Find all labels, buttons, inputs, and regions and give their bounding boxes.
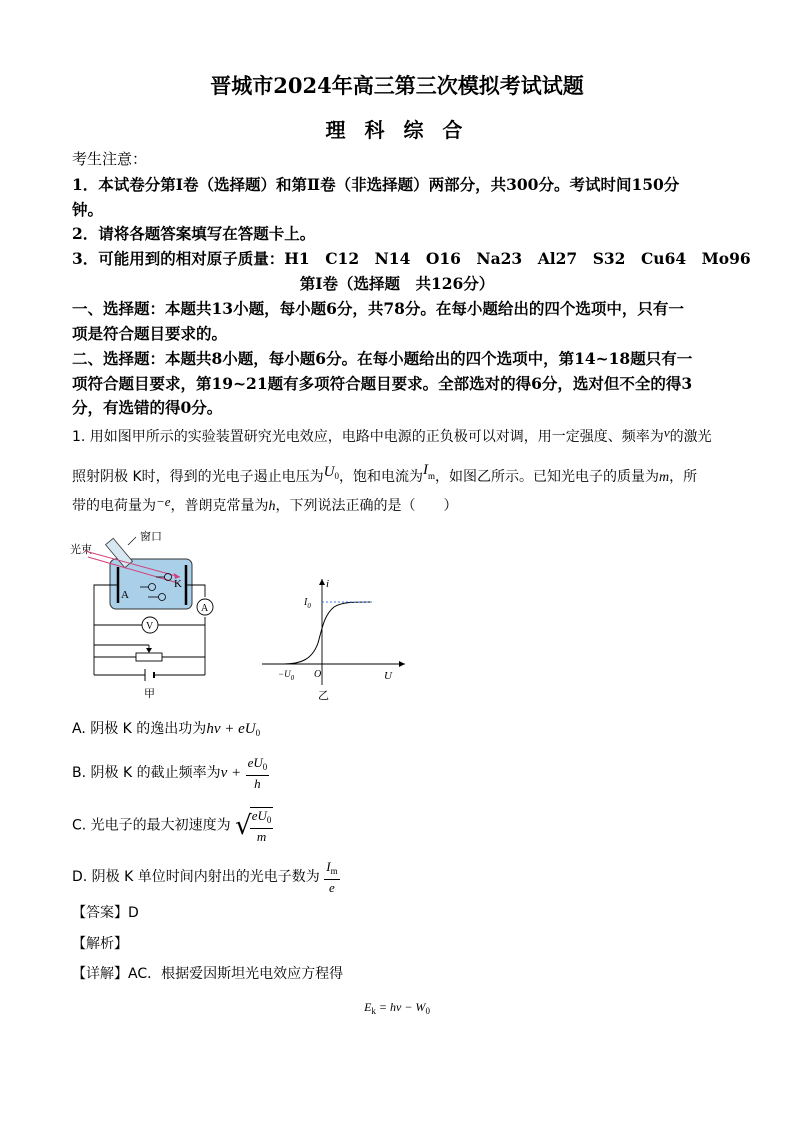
iv-curve xyxy=(284,602,372,664)
i0-label: $I_0$ xyxy=(304,597,311,610)
part2-line2: 项符合题目要求，第19~21题有多项符合题目要求。全部选对的得6分，选对但不全的得3 xyxy=(72,374,693,393)
question-line-1: 1. 用如图甲所示的实验装置研究光电效应，电路中电源的正负极可以对调，用一定强度、频率为ν的激光 xyxy=(72,425,712,445)
option-b-fraction: $\frac{eU_0}{h}$ xyxy=(247,755,268,791)
question-line-2: 照射阴极 K时，得到的光电子遏止电压为$U^0$，饱和电流为$I^m$，如图乙所示。已知光电子的质量为m，所 xyxy=(72,462,698,485)
question-line-3: 带的电荷量为−e，普朗克常量为h，下列说法正确的是（ ） xyxy=(72,494,458,514)
option-c[interactable]: C. 光电子的最大初速度为 √ $\frac{eU_0}{m}$ xyxy=(72,808,272,844)
figure-yi-graph xyxy=(260,575,410,705)
part2-line3: 分，有选错的得0分。 xyxy=(72,398,223,417)
figure-jia-circuit xyxy=(70,525,230,700)
notice-item-3: 3．可能用到的相对原子质量：H1 C12 N14 O16 Na23 Al27 S32 Cu64 Mo96 xyxy=(72,249,751,268)
u-axis-label: U xyxy=(384,670,392,682)
exam-title: 晋城市2024年高三第三次模拟考试试题 xyxy=(210,73,584,98)
light-beam-label: 光束 xyxy=(70,543,92,556)
einstein-equation: $E_k = h\nu - W_0$ xyxy=(364,1000,430,1016)
option-d[interactable]: D. 阴极 K 单位时间内射出的光电子数为 $\frac{I_m}{e}$ xyxy=(72,859,338,895)
notice-heading: 考生注意： xyxy=(72,150,148,168)
option-d-fraction: $\frac{I_m}{e}$ xyxy=(326,859,338,895)
analysis-label: 【解析】 xyxy=(72,936,128,952)
neg-u0-label: $-U_0$ xyxy=(278,669,295,682)
voltmeter-label: V xyxy=(146,621,154,632)
notice-item-2: 2．请将各题答案填写在答题卡上。 xyxy=(72,224,316,243)
option-b[interactable]: B. 阴极 K 的截止频率为ν + $\frac{eU_0}{h}$ xyxy=(72,755,268,791)
section-heading: 第Ⅰ卷（选择题 共126分） xyxy=(299,274,495,293)
option-a[interactable]: A. 阴极 K 的逸出功为$h\nu + eU_0$ xyxy=(72,721,261,738)
sqrt-icon: √ xyxy=(235,810,252,841)
i-axis-label: i xyxy=(326,578,330,590)
option-c-fraction: $\frac{eU_0}{m}$ xyxy=(251,808,272,844)
part1-line1: 一、选择题：本题共13小题，每小题6分，共78分。在每小题给出的四个选项中，只有一 xyxy=(72,299,684,318)
anode-label: A xyxy=(121,589,129,601)
rheostat-icon xyxy=(136,653,162,661)
detail-label: 【详解】AC．根据爱因斯坦光电效应方程得 xyxy=(72,966,344,982)
window-label: 窗口 xyxy=(140,530,162,543)
figure-yi-caption: 乙 xyxy=(318,689,329,702)
exam-subtitle: 理 科 综 合 xyxy=(325,118,469,142)
figure-jia-caption: 甲 xyxy=(144,687,155,700)
cathode-label: K xyxy=(174,578,182,590)
part1-line2: 项是符合题目要求的。 xyxy=(72,324,228,343)
notice-item-1: 1．本试卷分第Ⅰ卷（选择题）和第Ⅱ卷（非选择题）两部分，共300分。考试时间150分 xyxy=(72,175,680,194)
notice-item-1-cont: 钟。 xyxy=(72,200,104,219)
answer-label: 【答案】D xyxy=(72,905,139,921)
part2-line1: 二、选择题：本题共8小题，每小题6分。在每小题给出的四个选项中，第14~18题只有一 xyxy=(72,349,693,368)
ammeter-label: A xyxy=(201,603,209,614)
origin-label: O xyxy=(314,669,322,680)
